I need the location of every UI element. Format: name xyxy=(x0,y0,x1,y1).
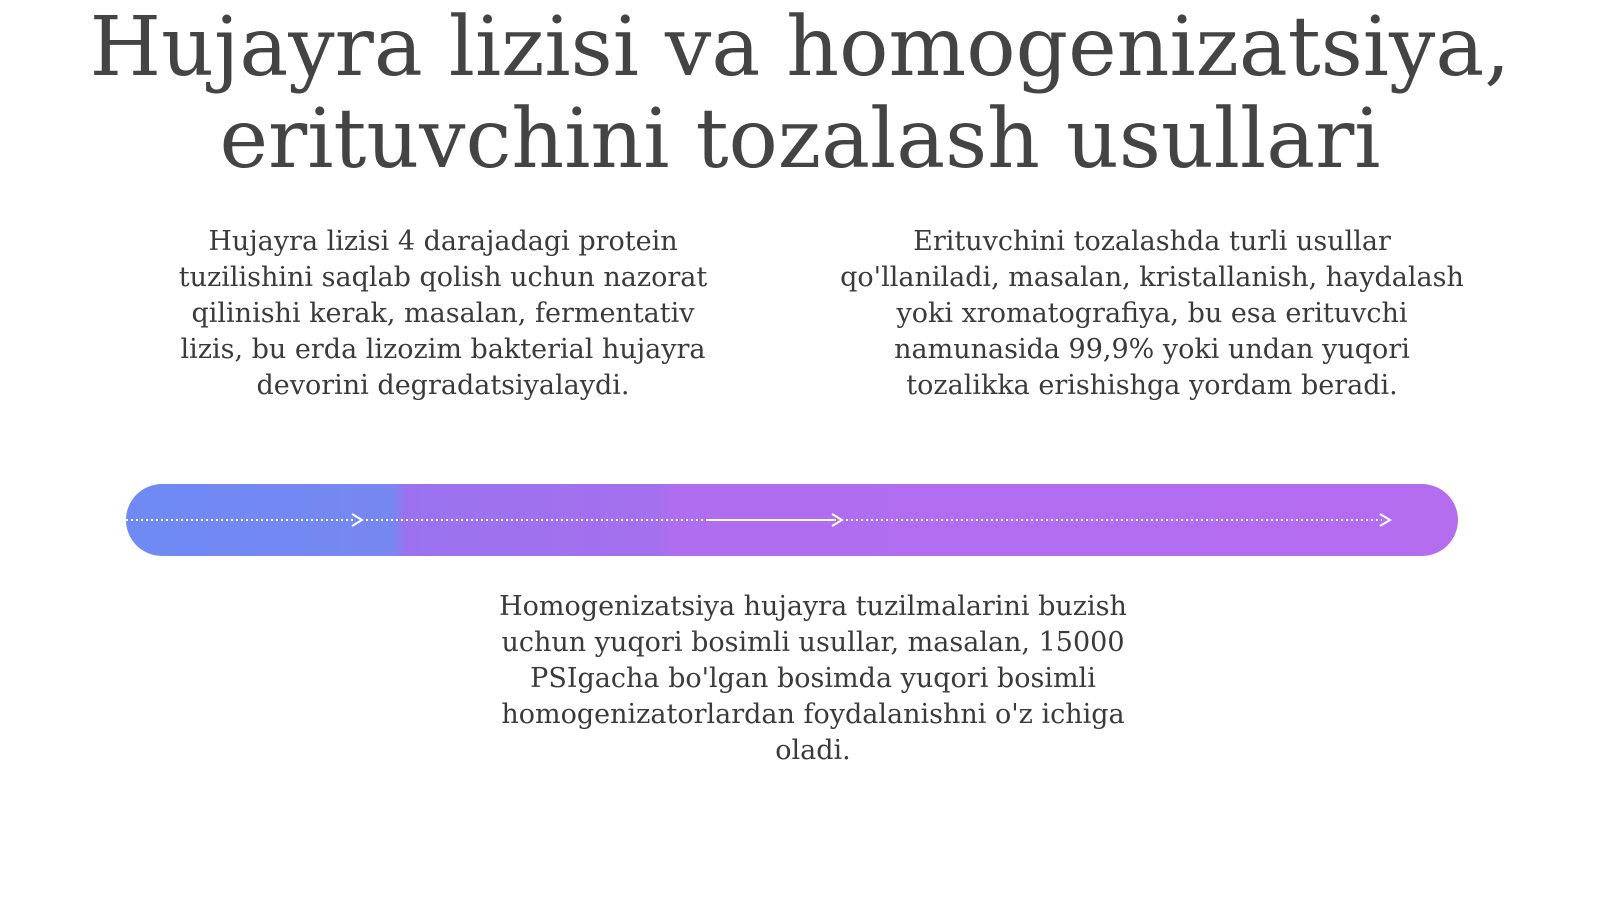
page-title-line-2: erituvchini tozalash usullari xyxy=(219,92,1381,187)
lysis-description: Hujayra lizisi 4 darajadagi protein tuzilishini saqlab qolish uchun nazorat qilinishi kerak, masalan, fermentativ lizis, bu erda lizozim bakterial hujayra devorini degradatsiyalaydi. xyxy=(178,226,708,401)
timeline-connector-lines xyxy=(126,484,1458,556)
solvent-purification-description: Erituvchini tozalashda turli usullar qo'llaniladi, masalan, kristallanish, haydalash yoki xromatografiya, bu esa erituvchi namunasida 99,9% yoki undan yuqori tozalikka erishishga yordam beradi. xyxy=(840,226,1464,401)
arrow-right-icon xyxy=(352,514,362,526)
process-timeline-bar xyxy=(126,484,1458,556)
page-title xyxy=(0,2,1600,186)
homogenization-description: Homogenizatsiya hujayra tuzilmalarini buzish uchun yuqori bosimli usullar, masalan, 15000 PSIgacha bo'lgan bosimda yuqori bosimli homogenizatorlardan foydalanishni o'z ichiga oladi. xyxy=(499,591,1127,766)
page-title-line-1: Hujayra lizisi va homogenizatsiya, xyxy=(89,0,1511,95)
